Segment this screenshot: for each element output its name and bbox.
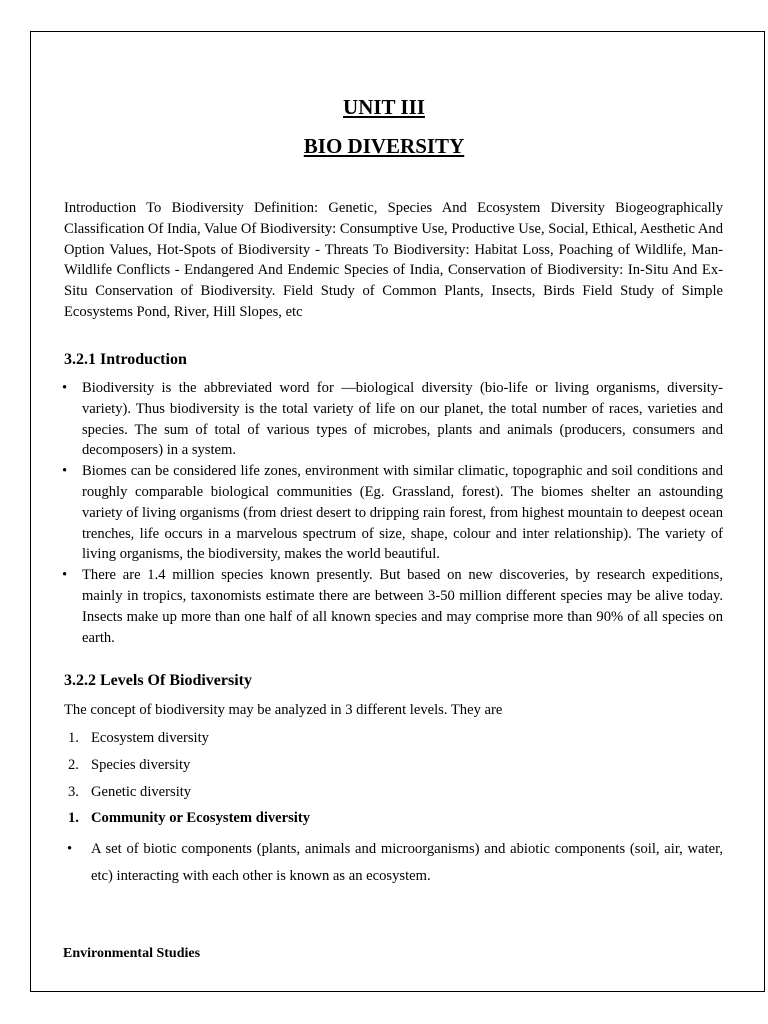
subsection-number: 1. <box>68 810 79 826</box>
list-number: 1. <box>68 730 79 746</box>
list-item-label: Ecosystem diversity <box>91 730 209 746</box>
bullet-icon: • <box>67 841 73 857</box>
list-item <box>68 783 209 810</box>
section-heading-introduction: 3.2.1 Introduction <box>64 351 187 368</box>
list-item-label: Species diversity <box>91 757 191 773</box>
levels-intro-text: The concept of biodiversity may be analyzed in 3 different levels. They are <box>64 702 503 718</box>
syllabus-paragraph: Introduction To Biodiversity Definition: Genetic, Species And Ecosystem Diversity Biogeographically Classification Of India, Value Of Biodiversity: Consumptive Use, Productive Use, Social, Ethical, Aesthetic And Option Values, Hot-Spots of Biodiversity - Threats To Biodiversity: Habitat Loss, Poaching of Wildlife, Man-Wildlife Conflicts - Endangered And Endemic Species of India, Conservation of Biodiversity: In-Situ And Ex-Situ Conservation of Biodiversity. Field Study of Common Plants, Insects, Birds Field Study of Simple Ecosystems Pond, River, Hill Slopes, etc <box>64 200 723 320</box>
list-number: 3. <box>68 784 79 800</box>
list-item-label: Genetic diversity <box>91 784 192 800</box>
ecosystem-bullet <box>67 836 723 889</box>
list-item: • There are 1.4 million species known presently. But based on new discoveries, by research expeditions, mainly in tropics, taxonomists estimate there are between 3-50 million different species may be alive today. Insects make up more than one half of all known species and may comprise more than 90% of all species on earth. <box>82 565 723 648</box>
levels-list <box>68 729 209 810</box>
list-item: • Biodiversity is the abbreviated word for —biological diversity (bio-life or living organisms, diversity-variety). Thus biodiversity is the total variety of life on our planet, the total number of races, varieties and species. The sum of total of various types of microbes, plants and animals (producers, consumers and decomposers) in a system. <box>82 378 723 461</box>
ecosystem-bullet-text: A set of biotic components (plants, animals and microorganisms) and abiotic components (soil, air, water, etc) interacting with each other is known as an ecosystem. <box>91 841 723 884</box>
subsection-heading <box>68 810 310 827</box>
introduction-bullet-list <box>82 378 723 648</box>
subsection-title: Community or Ecosystem diversity <box>91 810 311 826</box>
list-item: • Biomes can be considered life zones, environment with similar climatic, topographic and soil conditions and roughly comparable biological communities (Eg. Grassland, forest). The biomes shelter an astounding variety of living organisms (from driest desert to dripping rain forest, from highest mountain to deepest ocean trenches, life occurs in a marvelous spectrum of size, shape, colour and inter relationship). The variety of living organisms, the biodiversity, makes the world beautiful. <box>82 461 723 565</box>
list-item <box>68 729 209 756</box>
list-item <box>68 756 209 783</box>
page-title: BIO DIVERSITY <box>303 134 465 158</box>
page-footer: Environmental Studies <box>63 946 201 961</box>
list-number: 2. <box>68 757 79 773</box>
unit-heading: UNIT III <box>343 95 425 119</box>
section-heading-levels: 3.2.2 Levels Of Biodiversity <box>64 672 252 689</box>
